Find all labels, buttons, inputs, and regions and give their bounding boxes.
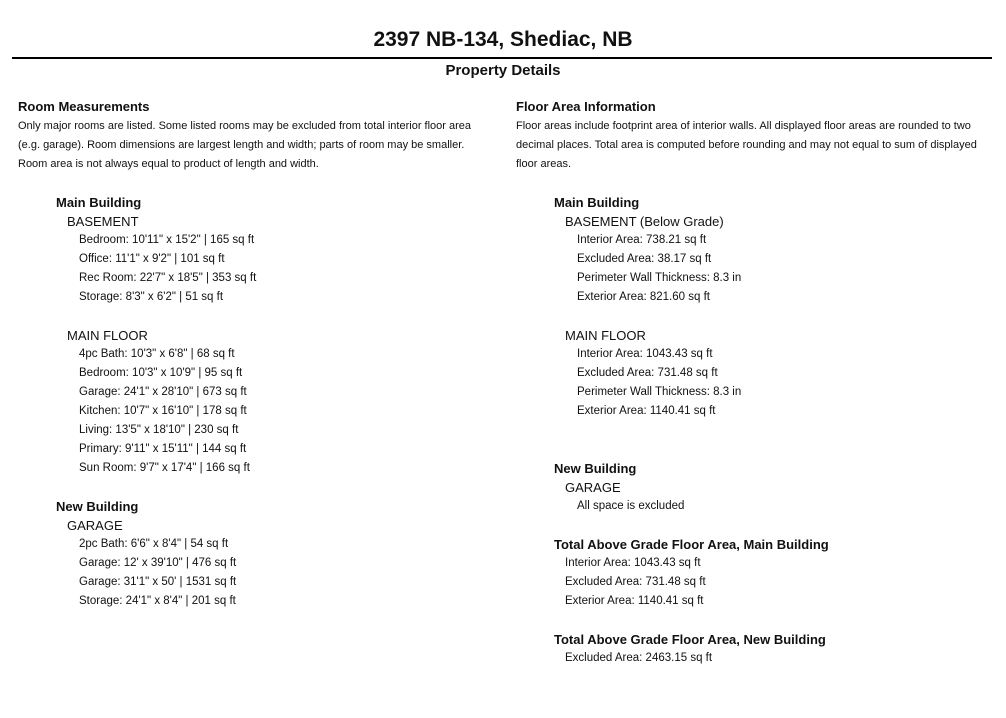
list-item: Kitchen: 10'7" x 16'10" | 178 sq ft [79,405,247,417]
list-item: Excluded Area: 731.48 sq ft [565,576,706,588]
list-item: Exterior Area: 821.60 sq ft [577,291,710,303]
fa-basement-heading: BASEMENT (Below Grade) [565,214,724,229]
total-main-heading: Total Above Grade Floor Area, Main Building [554,537,829,552]
list-item: Exterior Area: 1140.41 sq ft [577,405,716,417]
fa-new-building-heading: New Building [554,461,637,476]
list-item: Interior Area: 1043.43 sq ft [577,348,713,360]
room-list [56,193,486,611]
list-item: Storage: 8'3" x 6'2" | 51 sq ft [79,291,224,303]
list-item: 4pc Bath: 10'3" x 6'8" | 68 sq ft [79,348,235,360]
list-item: Garage: 12' x 39'10" | 476 sq ft [79,557,237,569]
main-building-heading: Main Building [56,195,142,210]
floor-area-section [516,98,996,174]
spacer [554,440,994,459]
list-item: Perimeter Wall Thickness: 8.3 in [577,272,742,284]
main-floor-heading: MAIN FLOOR [67,328,148,343]
floor-area-note: Floor areas include footprint area of interior walls. All displayed floor areas are rounded to two decimal places. Total area is computed before rounding and may not equal to sum of displayed floor areas. [516,120,977,170]
room-measurements-note: Only major rooms are listed. Some listed rooms may be excluded from total interior floor area (e.g. garage). Room dimensions are largest length and width; parts of room may be smaller. Room area is not always equal to product of length and width. [18,120,472,170]
list-item: Exterior Area: 1140.41 sq ft [565,595,704,607]
list-item: Interior Area: 1043.43 sq ft [565,557,701,569]
spacer [554,421,994,440]
list-item: All space is excluded [577,500,685,512]
list-item: Perimeter Wall Thickness: 8.3 in [577,386,742,398]
floor-area-title: Floor Area Information [516,99,656,114]
list-item: Bedroom: 10'3" x 10'9" | 95 sq ft [79,367,243,379]
new-building-heading: New Building [56,499,139,514]
list-item: Rec Room: 22'7" x 18'5" | 353 sq ft [79,272,257,284]
spacer [56,307,486,326]
list-item: Excluded Area: 38.17 sq ft [577,253,712,265]
basement-heading: BASEMENT [67,214,139,229]
list-item: Bedroom: 10'11" x 15'2" | 165 sq ft [79,234,255,246]
list-item: Sun Room: 9'7" x 17'4" | 166 sq ft [79,462,250,474]
list-item: Garage: 31'1" x 50' | 1531 sq ft [79,576,237,588]
page-subtitle: Property Details [445,62,561,79]
room-measurements-section [18,98,490,174]
list-item: Excluded Area: 2463.15 sq ft [565,652,713,664]
fa-main-building-heading: Main Building [554,195,640,210]
list-item: 2pc Bath: 6'6" x 8'4" | 54 sq ft [79,538,229,550]
list-item: Storage: 24'1" x 8'4" | 201 sq ft [79,595,236,607]
list-item: Excluded Area: 731.48 sq ft [577,367,718,379]
fa-main-floor-heading: MAIN FLOOR [565,328,646,343]
floor-area-list [554,193,994,668]
spacer [554,516,994,535]
list-item: Interior Area: 738.21 sq ft [577,234,707,246]
spacer [554,307,994,326]
fa-garage-heading: GARAGE [565,480,621,495]
spacer [554,611,994,630]
list-item: Primary: 9'11" x 15'11" | 144 sq ft [79,443,247,455]
page-title: 2397 NB-134, Shediac, NB [373,28,633,51]
total-new-heading: Total Above Grade Floor Area, New Building [554,632,826,647]
title-divider [12,57,992,59]
list-item: Garage: 24'1" x 28'10" | 673 sq ft [79,386,247,398]
spacer [56,478,486,497]
room-measurements-title: Room Measurements [18,99,150,114]
garage-heading: GARAGE [67,518,123,533]
list-item: Living: 13'5" x 18'10" | 230 sq ft [79,424,239,436]
list-item: Office: 11'1" x 9'2" | 101 sq ft [79,253,225,265]
